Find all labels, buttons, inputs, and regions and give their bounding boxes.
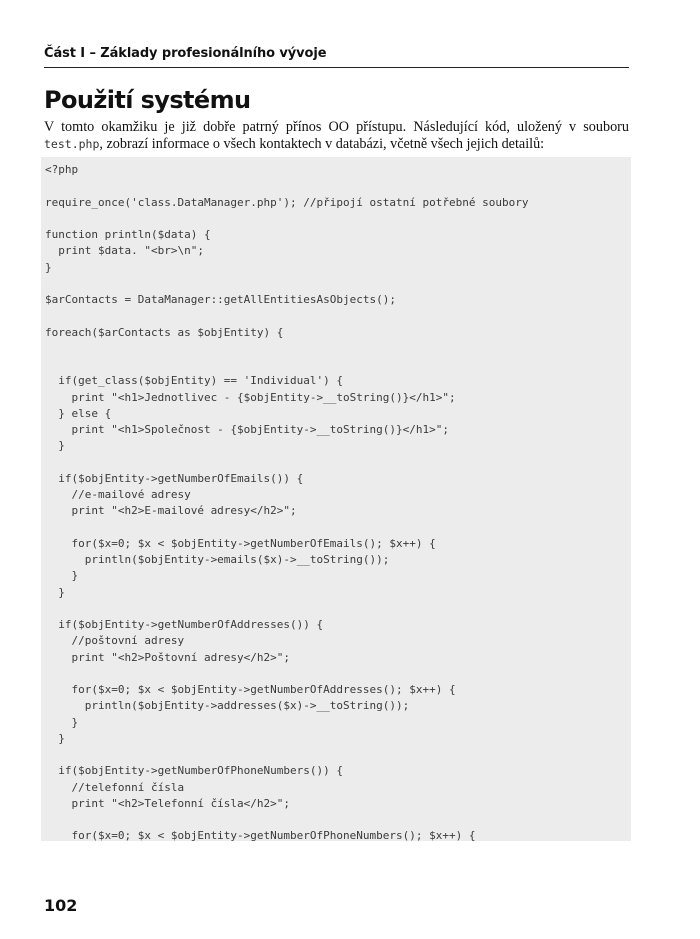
code-line: if($objEntity->getNumberOfPhoneNumbers()) { [45, 764, 344, 778]
code-line: //poštovní adresy [45, 634, 185, 648]
code-line: //telefonní čísla [45, 780, 185, 794]
intro-paragraph [44, 119, 629, 153]
code-line: require_once('class.DataManager.php'); //připojí ostatní potřebné soubory [45, 195, 529, 209]
code-line: } [45, 585, 65, 599]
code-line: println($objEntity->emails($x)->__toString()); [45, 553, 390, 566]
code-line: } else { [45, 406, 112, 420]
code-line: for($x=0; $x < $objEntity->getNumberOfPhoneNumbers(); $x++) { [45, 829, 476, 841]
code-line: } [45, 439, 65, 453]
page-number: 102 [44, 896, 78, 915]
code-line: } [45, 731, 65, 745]
code-line: print "<h2>Telefonní čísla</h2>"; [45, 796, 291, 810]
code-line [45, 308, 528, 324]
code-line: if(get_class($objEntity) == 'Individual') { [45, 374, 344, 388]
code-line: $arContacts = DataManager::getAllEntitiesAsObjects(); [45, 293, 396, 306]
code-line: println($objEntity->addresses($x)->__toString()); [45, 699, 410, 713]
code-line [45, 178, 528, 194]
code-line: function println($data) { [45, 228, 211, 241]
code-line: print "<h1>Společnost - {$objEntity->__toString()}</h1>"; [45, 423, 449, 436]
code-block [45, 162, 528, 841]
code-line: print "<h2>Poštovní adresy</h2>"; [45, 650, 291, 664]
code-line [45, 601, 528, 617]
code-line [45, 357, 528, 373]
code-line [45, 211, 528, 227]
code-line: } [45, 260, 52, 274]
code-line [45, 455, 528, 471]
code-line: } [45, 715, 79, 729]
code-line: <?php [45, 163, 79, 176]
code-listing [41, 157, 631, 841]
section-title: Použití systému [44, 86, 251, 114]
code-line [45, 666, 528, 682]
code-line [45, 341, 528, 357]
code-line: //e-mailové adresy [45, 488, 191, 501]
code-line [45, 812, 528, 828]
running-header: Část I – Základy profesionálního vývoje [44, 46, 327, 61]
code-line: for($x=0; $x < $objEntity->getNumberOfEmails(); $x++) { [45, 536, 436, 550]
code-line: print $data. "<br>\n"; [45, 244, 204, 258]
header-rule [44, 67, 629, 68]
intro-text-part2: , zobrazí informace o všech kontaktech v databázi, včetně všech jejich detailů: [99, 136, 545, 152]
intro-filename: test.php [44, 137, 100, 151]
code-line [45, 747, 528, 763]
code-line: print "<h1>Jednotlivec - {$objEntity->__toString()}</h1>"; [45, 390, 456, 404]
code-line: foreach($arContacts as $objEntity) { [45, 325, 284, 339]
intro-text-part1: V tomto okamžiku je již dobře patrný přínos OO přístupu. Následující kód, uložený v souboru [44, 119, 629, 135]
code-line [45, 520, 528, 536]
code-line: if($objEntity->getNumberOfEmails()) { [45, 471, 304, 485]
code-line [45, 276, 528, 292]
code-line: if($objEntity->getNumberOfAddresses()) { [45, 618, 324, 631]
code-line: } [45, 569, 79, 583]
code-line: print "<h2>E-mailové adresy</h2>"; [45, 504, 297, 518]
code-line: for($x=0; $x < $objEntity->getNumberOfAddresses(); $x++) { [45, 683, 456, 696]
